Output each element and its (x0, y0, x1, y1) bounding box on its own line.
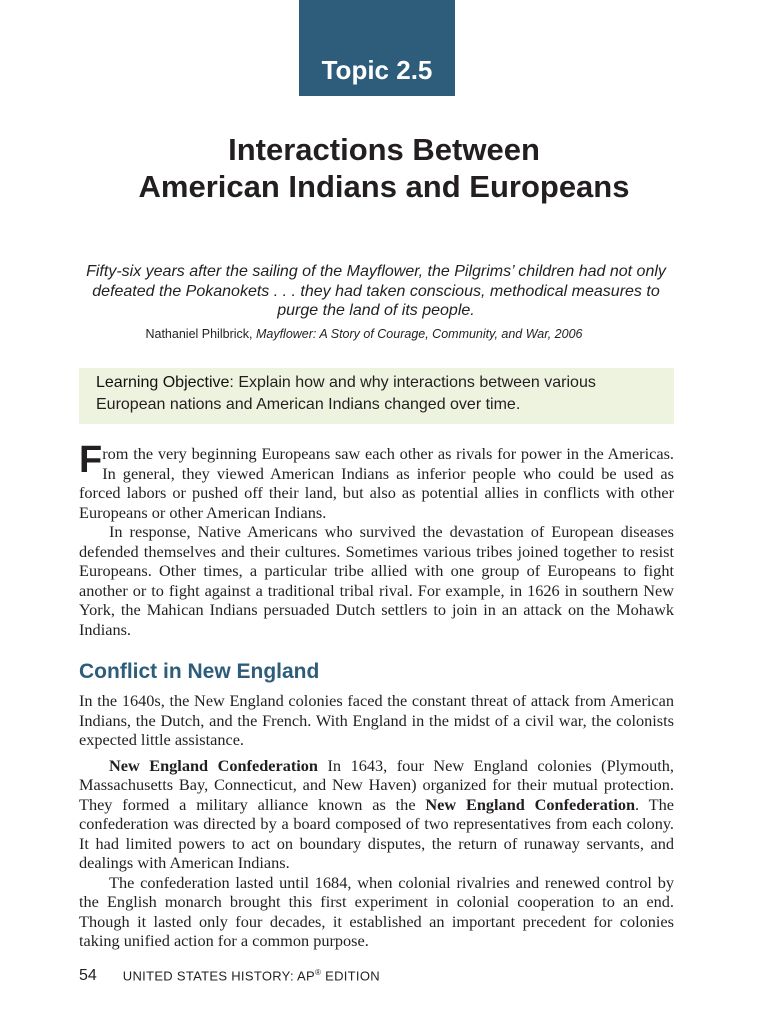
page-title-line-1: Interactions Between (228, 132, 540, 167)
intro-paragraph-1 (79, 439, 674, 522)
book-title-part-2: EDITION (321, 968, 380, 983)
section-paragraph-2-text-2: . The confederation was directed by a board composed of two representatives from each colony. It had limited powers to act on boundary disputes, the return of runaway servants, and dealings with American Indians. (79, 794, 674, 872)
page-footer (79, 967, 380, 985)
bold-term-1: New England Confederation (109, 755, 318, 775)
section-paragraph-2-text-1: In 1643, four New England colonies (Plymouth, Massachusetts Bay, Connecticut, and New Haven) organized for their mutual protection. They formed a military alliance known as the (79, 755, 675, 814)
page-title-line-2: American Indians and Europeans (138, 169, 630, 204)
learning-objective-box (79, 368, 674, 424)
topic-badge (299, 0, 455, 96)
section-paragraph-3: The confederation lasted until 1684, when colonial rivalries and renewed control by the English monarch brought this first experiment in colonial cooperation to an end. Though it lasted only four decades, it established an important precedent for colonies taking unified action for a common purpose. (79, 872, 674, 950)
section-paragraph-1: In the 1640s, the New England colonies faced the constant threat of attack from American Indians, the Dutch, and the French. With England in the midst of a civil war, the colonists expected little assistance. (79, 691, 674, 749)
epigraph-attribution (0, 327, 728, 341)
drop-cap: F (79, 439, 103, 481)
epigraph-quote: Fifty-six years after the sailing of the Mayflower, the Pilgrims’ children had not only defeated the Pokanokets . . . they had taken conscious, methodical measures to purge the land of its people. (86, 263, 666, 319)
page-title (0, 131, 768, 205)
epigraph (80, 262, 672, 321)
section-paragraph-2 (79, 756, 674, 873)
learning-objective-label: Learning Objective (96, 374, 230, 391)
book-title-part-1: UNITED STATES HISTORY: AP (122, 968, 315, 983)
topic-label: Topic 2.5 (321, 55, 433, 85)
registered-mark: ® (315, 967, 322, 977)
book-title (123, 968, 380, 983)
section-text (79, 691, 674, 951)
epigraph-work: Mayflower: A Story of Courage, Community, and War, 2006 (255, 327, 583, 341)
intro-text (79, 439, 674, 639)
intro-paragraph-1-text: rom the very beginning Europeans saw each other as rivals for power in the Americas. In general, they viewed American Indians as inferior people who could be used as forced labors or pushed off their land, but also as potential allies in conflicts with other Europeans or other American Indians. (79, 444, 674, 522)
page-number: 54 (79, 967, 97, 984)
epigraph-author: Nathaniel Philbrick, (145, 327, 256, 341)
intro-paragraph-2: In response, Native Americans who survived the devastation of European diseases defended themselves and their cultures. Sometimes various tribes joined together to resist Europeans. Other times, a particular tribe allied with one group of Europeans to fight another or to fight against a traditional tribal rival. For example, in 1626 in southern New York, the Mahican Indians persuaded Dutch settlers to join in an attack on the Mohawk Indians. (79, 522, 674, 639)
bold-term-2: New England Confederation (425, 794, 636, 814)
learning-objective-text: : Explain how and why interactions between various European nations and American Indians changed over time. (96, 374, 596, 413)
section-heading: Conflict in New England (79, 660, 320, 683)
